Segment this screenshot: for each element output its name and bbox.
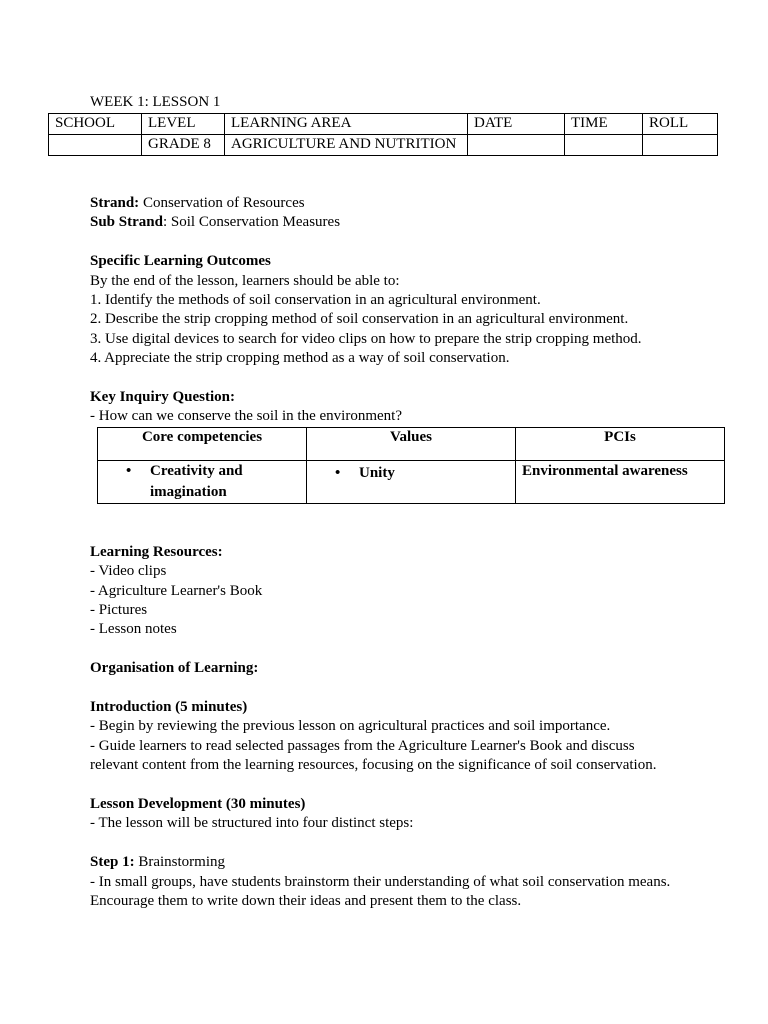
school-value (49, 135, 142, 156)
learning-area-value: AGRICULTURE AND NUTRITION (225, 135, 468, 156)
outcome-item: 2. Describe the strip cropping method of soil conservation in an agricultural environment. (90, 311, 629, 328)
school-header: SCHOOL (49, 114, 142, 135)
introduction-line: - Begin by reviewing the previous lesson on agricultural practices and soil importance. (90, 718, 611, 735)
pci-cell (516, 460, 725, 503)
resource-item: - Pictures (90, 602, 148, 619)
competency-table (97, 427, 725, 504)
sub-strand-label: Sub Strand (90, 214, 163, 231)
level-header: LEVEL (142, 114, 225, 135)
time-header: TIME (565, 114, 643, 135)
values-header: Values (307, 427, 516, 460)
step1-label: Step 1: (90, 854, 135, 871)
organisation-heading: Organisation of Learning: (90, 660, 259, 677)
step1-detail: Encourage them to write down their ideas and present them to the class. (90, 893, 522, 910)
outcome-item: 1. Identify the methods of soil conservation in an agricultural environment. (90, 292, 541, 309)
week-lesson-title: WEEK 1: LESSON 1 (90, 94, 221, 110)
time-value (565, 135, 643, 156)
step1-line (90, 853, 730, 872)
strand-line (90, 194, 730, 213)
sub-strand-value: : Soil Conservation Measures (162, 214, 341, 231)
resource-item: - Lesson notes (90, 621, 177, 638)
resources-heading: Learning Resources: (90, 543, 223, 560)
lesson-content (90, 194, 730, 912)
outcome-item: 3. Use digital devices to search for video clips on how to prepare the strip cropping method. (90, 330, 642, 347)
competency-header-row (98, 427, 725, 460)
pci-value: Environmental awareness (522, 462, 688, 479)
lesson-header-table (48, 113, 718, 156)
bullet-icon: • (126, 462, 132, 479)
resource-item: - Video clips (90, 563, 167, 580)
outcomes-heading: Specific Learning Outcomes (90, 253, 271, 270)
date-value (468, 135, 565, 156)
value-value: Unity (359, 464, 395, 481)
competency-value-row (98, 460, 725, 503)
bullet-icon: • (335, 464, 341, 481)
core-competencies-header: Core competencies (98, 427, 307, 460)
introduction-line: relevant content from the learning resources, focusing on the significance of soil conservation. (90, 757, 657, 774)
development-heading: Lesson Development (30 minutes) (90, 796, 306, 813)
outcome-item: 4. Appreciate the strip cropping method as a way of soil conservation. (90, 350, 510, 367)
step1-title: Brainstorming (134, 854, 226, 871)
roll-header: ROLL (643, 114, 718, 135)
outcomes-intro: By the end of the lesson, learners should be able to: (90, 272, 400, 289)
roll-value (643, 135, 718, 156)
date-header: DATE (468, 114, 565, 135)
level-value: GRADE 8 (142, 135, 225, 156)
introduction-line: - Guide learners to read selected passages from the Agriculture Learner's Book and discuss (90, 737, 635, 754)
inquiry-heading: Key Inquiry Question: (90, 389, 236, 406)
core-competency-value: Creativity and imagination (150, 462, 243, 500)
resource-item: - Agriculture Learner's Book (90, 582, 263, 599)
strand-label: Strand: (90, 195, 140, 211)
learning-area-header: LEARNING AREA (225, 114, 468, 135)
development-line: - The lesson will be structured into four distinct steps: (90, 815, 414, 832)
pcis-header: PCIs (516, 427, 725, 460)
value-cell (307, 460, 516, 503)
strand-value: Conservation of Resources (139, 195, 305, 211)
inquiry-question: - How can we conserve the soil in the environment? (90, 408, 402, 425)
core-competency-cell (98, 460, 307, 503)
value-row (49, 135, 718, 156)
sub-strand-line (90, 213, 730, 232)
header-row (49, 114, 718, 135)
introduction-heading: Introduction (5 minutes) (90, 699, 248, 716)
step1-detail: - In small groups, have students brainstorm their understanding of what soil conservation means. (90, 873, 671, 890)
